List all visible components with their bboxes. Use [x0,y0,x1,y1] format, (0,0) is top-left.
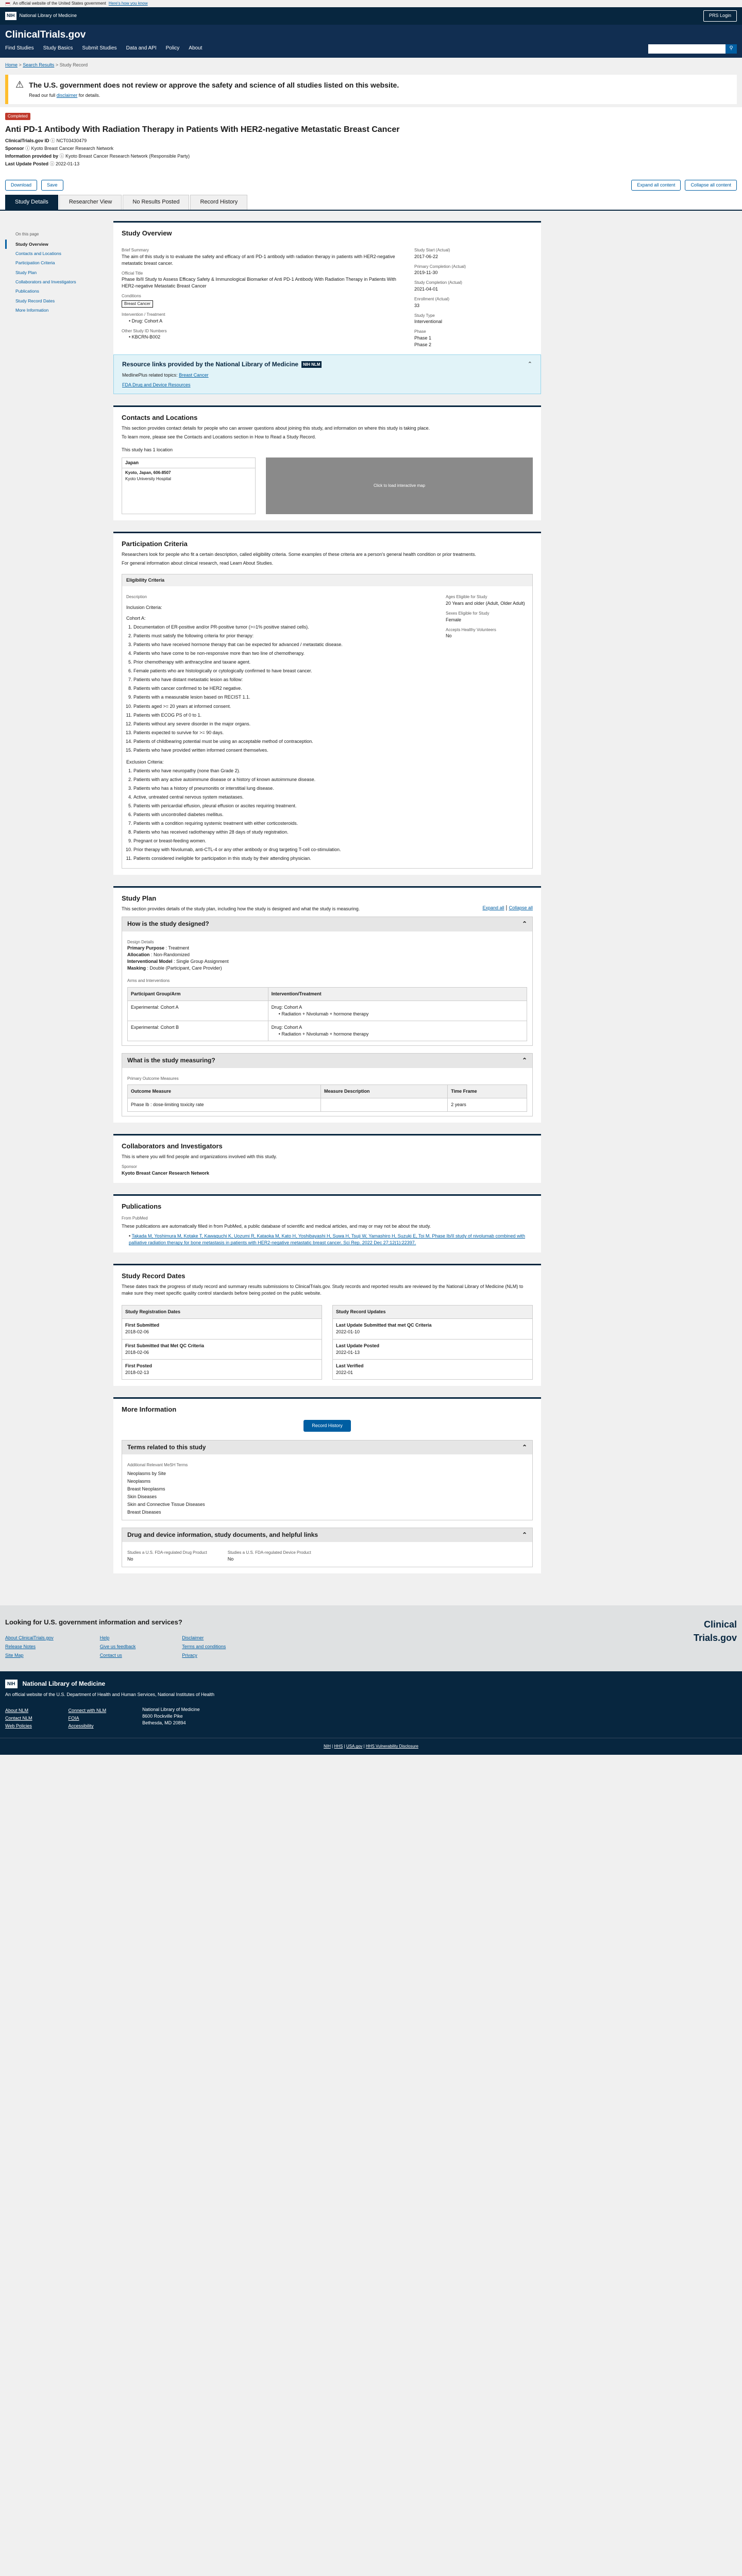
toc-title: On this page [15,232,39,237]
inclusion-list [126,624,446,754]
toc-item[interactable]: Study Record Dates [15,298,55,303]
alert-text: Read our full disclaimer for details. [29,92,100,98]
label: Studies a U.S. FDA-regulated Drug Product [127,1550,207,1555]
toc-item[interactable]: Study Overview [5,240,98,249]
section-title: Collaborators and Investigators [122,1142,223,1150]
study-completion: 2021-04-01 [414,286,439,292]
terms-box [122,1440,533,1520]
healthy-volunteers: No [446,633,452,639]
footer-link[interactable]: HHS Vulnerability Disclosure [365,1744,418,1749]
footer-link[interactable]: Release Notes [5,1643,36,1649]
section-sub: Researchers look for people who fit a certain description, called eligibility criteria. Some examples of these criteria are a person's general health condition or prior treatments. [122,552,477,557]
section-sub: This section provides contact details for people who can answer questions about joining this study, and information on where this study is taking place. [122,426,430,431]
table-row: Experimental: Cohort A Drug: Cohort A • Radiation + Nivolumab + hormone therapy [128,1001,527,1021]
list-item: 7. Patients who have distant metastatic lesion as follow: [133,676,446,683]
nlm-footer [0,1671,742,1738]
footer-brand: Clinical Trials.gov [693,1619,737,1643]
table-header: Time Frame [448,1085,527,1098]
intervention: • Drug: Cohort A [129,318,163,324]
site-header [0,25,742,58]
tab-no-results[interactable]: No Results Posted [123,195,189,210]
label: Primary Completion (Actual) [414,264,466,269]
label: Conditions [122,294,141,299]
tab-record-history[interactable]: Record History [190,195,247,210]
phase: Phase 2 [414,342,432,347]
fda-link[interactable]: FDA Drug and Device Resources [122,382,191,388]
medlineplus-row: MedlinePlus related topics: Breast Cancer [122,372,209,378]
list-item: 13. Patients expected to survive for >= 90 days. [133,730,446,736]
design-box [122,917,533,1046]
location-count: This study has 1 location [122,447,173,453]
footer [0,1605,742,1671]
outcome-table [127,1084,527,1112]
label: Study Start (Actual) [414,248,450,253]
list-item: 8. Patients who has received radiotherapy within 28 days of study registration. [133,829,446,836]
section-more: To learn more, please see the Contacts and Locations section in How to Read a Study Record. [122,434,316,440]
nlm-sub: National Library of Medicine [19,13,77,19]
table-row: Last Update Posted 2022-01-13 [333,1339,533,1359]
footer-link[interactable]: NIH [324,1744,331,1749]
tab-researcher-view[interactable]: Researcher View [59,195,122,210]
nlm-sub: An official website of the U.S. Department of Health and Human Services, National Institutes of Health [5,1692,215,1698]
list-item: 11. Patients considered ineligible for participation in this study by their attending physician. [133,855,446,862]
list-item: 2. Patients must satisfy the following criteria for prior therapy: [133,633,446,639]
section-title: Participation Criteria [122,540,188,548]
download-button[interactable]: Download [5,180,37,191]
toc-item[interactable]: Collaborators and Investigators [15,279,76,285]
table-row: First Submitted that Met QC Criteria 2018-02-06 [122,1339,322,1359]
dates-card [113,1264,541,1385]
exclusion-title: Exclusion Criteria: [126,759,164,765]
label: Studies a U.S. FDA-regulated Device Product [227,1550,311,1555]
contacts-card [113,405,541,520]
location-list [122,457,256,514]
label: Primary Outcome Measures [127,1076,179,1081]
label: Enrollment (Actual) [414,297,450,301]
section-title: Publications [122,1202,162,1210]
footer-link[interactable]: Terms and conditions [182,1643,226,1649]
disclaimer-alert [5,75,737,104]
list-item: 9. Patients with a measurable lesion based on RECIST 1.1. [133,694,446,701]
section-sub: These dates track the progress of study record and summary results submissions to ClinicalTrials.gov. Study records and reported results are reviewed by the National Library of Medicine (NLM) to make sure they meet specific quality control standards before being posted on the public website. [122,1284,524,1296]
device-value: No [227,1556,234,1562]
study-sponsor: Sponsor ⓘ Kyoto Breast Cancer Research Network [5,146,114,151]
drug-value: No [127,1556,133,1562]
list-item: 6. Patients with uncontrolled diabetes mellitus. [133,811,446,818]
toc-item[interactable]: Contacts and Locations [15,251,61,257]
list-item: Breast Diseases [127,1509,161,1515]
footer-link[interactable]: Contact us [99,1652,122,1658]
study-overview-card [113,221,541,394]
list-item: 9. Pregnant or breast-feeding women. [133,838,446,844]
section-title: Study Overview [122,229,172,238]
nav-policy[interactable]: Policy [165,45,180,52]
model: Interventional Model : Single Group Assignment [127,959,229,964]
list-item: 1. Patients who have neuropathy (none than Grade 2). [133,768,446,774]
search-icon[interactable]: ⚲ [726,44,737,54]
study-type: Interventional [414,319,443,325]
more-info-card [113,1397,541,1573]
content [113,221,541,1585]
brief-summary: The aim of this study is to evaluate the safety and efficacy of anti PD-1 antibody with radiation therapy in patients with HER2-negative metastatic breast cancer. [122,253,395,266]
ages: 20 Years and older (Adult, Older Adult) [446,601,525,606]
masking: Masking : Double (Participant, Care Provider) [127,965,222,971]
table-row: Experimental: Cohort B Drug: Cohort A • Radiation + Nivolumab + hormone therapy [128,1021,527,1041]
breadcrumb-current: Study Record [59,62,88,67]
table-row: First Posted 2018-02-13 [122,1359,322,1379]
allocation: Allocation : Non-Randomized [127,952,190,958]
bottom-bar: NIH | HHS | USA.gov | HHS Vulnerability Disclosure [0,1738,742,1755]
list-item: Breast Neoplasms [127,1486,165,1492]
footer-link[interactable]: Accessibility [68,1723,94,1729]
nav-about[interactable]: About [189,45,203,52]
drug-box [122,1528,533,1567]
section-sub: This is where you will find people and organizations involved with this study. [122,1154,277,1160]
eligibility-box [122,574,533,869]
site-title[interactable]: ClinicalTrials.gov [5,29,86,40]
footer-link[interactable]: Disclaimer [182,1635,204,1640]
eligibility-title: Eligibility Criteria [122,574,532,586]
study-id: ClinicalTrials.gov ID ⓘ NCT03430479 [5,138,87,144]
primary-completion: 2019-11-30 [414,270,438,276]
study-info: Information provided by ⓘ Kyoto Breast Cancer Research Network (Responsible Party) [5,154,190,159]
footer-link[interactable]: Connect with NLM [68,1708,107,1714]
table-row: Last Verified 2022-01 [333,1359,533,1379]
study-plan-card: Study Plan This section provides details of the study plan, including how the study is designed and what the study is measuring. Expand all | Collapse all How is the study designed? ⌃ Design Details Primary Purpose : Treatment Allocation : Non-Randomized Interventional Model : Single Group Assignment Masking : Double (Participant, Care Provider) Arms and Interventions Participant Group/Arm Intervention/Treatment Experimental: Cohort A Drug: Cohort A • Radiation + Nivolumab + hormone therapy Experimental: Cohort B Drug: Cohort A • Radiation + Nivolumab + hormone therapy What is the study measuring? ⌃ Primary Outcome Measures Outcome Measure Measure Description Time Frame Phase Ib : dose-limiting toxicity rate 2 years [113,886,541,1123]
chevron-up-icon[interactable]: ⌃ [521,1057,527,1064]
footer-link[interactable]: About NLM [5,1708,29,1714]
section-title: Study Plan [122,894,157,903]
disclaimer-link[interactable]: disclaimer [56,92,78,98]
label: Ages Eligible for Study [446,595,487,600]
list-item: 3. Patients who has a history of pneumonitis or interstitial lung disease. [133,785,446,792]
label: Sexes Eligible for Study [446,611,490,616]
us-flag-icon [5,2,10,6]
purpose: Primary Purpose : Treatment [127,945,190,951]
label: Study Type [414,313,435,318]
registration-table [122,1305,322,1379]
table-header: Study Record Updates [333,1306,533,1319]
footer-title: Looking for U.S. government information and services? [5,1618,182,1626]
breadcrumb-search[interactable]: Search Results [23,62,55,67]
toc-item[interactable]: Study Plan [15,269,37,275]
search-input[interactable] [648,44,726,54]
main [0,211,742,1585]
arms-table [127,987,527,1041]
nih-logo-icon: NIH [5,12,16,20]
publication: • Takada M, Yoshimura M, Kotake T, Kawaguchi K, Uozumi R, Kataoka M, Kato H, Yoshibayashi H, Suwa H, Tsuji W, Yamashiro H, Suzuki E, Toi M. Phase Ib/II study of nivolumab combined with palliative radiation therapy for bone metastasis in patients with HER2-negative metastatic breast cancer. Sci Rep. 2022 Dec 27;12(1):22397. [129,1233,526,1246]
section-title: Study Record Dates [122,1272,185,1280]
warning-icon: ⚠ [15,79,24,90]
list-item: 5. Prior chemotherapy with anthracycline and taxane agent. [133,659,446,666]
label: Intervention / Treatment [122,312,165,317]
section-title: Contacts and Locations [122,414,198,422]
breadcrumb: Home > Search Results > Study Record [5,62,88,67]
prs-login-button[interactable]: PRS Login [703,10,737,21]
list-item: 3. Patients who have received hormone therapy that can be expected for advanced / metastatic disease. [133,641,446,648]
list-item: 10. Patients aged >= 20 years at informed consent. [133,703,446,710]
toc-item[interactable]: More Information [15,308,49,313]
list-item: 15. Patients who have provided written informed consent themselves. [133,747,446,754]
toc-item[interactable]: Participation Criteria [15,260,55,266]
terms-title: Terms related to this study [127,1443,206,1451]
status-badge: Completed [5,113,30,120]
table-row: Phase Ib : dose-limiting toxicity rate 2 years [128,1098,527,1112]
label: Sponsor [122,1164,137,1170]
label: Description [126,595,147,600]
nav-find-studies[interactable]: Find Studies [5,45,34,52]
toc-item[interactable]: Publications [15,289,39,294]
list-item: Skin and Connective Tissue Diseases [127,1501,205,1507]
label: Official Title [122,270,143,276]
list-item: Neoplasms [127,1478,151,1484]
phase: Phase 1 [414,335,432,341]
label: Brief Summary [122,248,149,253]
section-title: More Information [122,1405,177,1413]
drug-title: Drug and device information, study documents, and helpful links [127,1531,318,1538]
tab-study-details[interactable]: Study Details [5,195,58,210]
table-row: First Submitted 2018-02-06 [122,1319,322,1339]
list-item: 10. Prior therapy with Nivolumab, anti-CTL-4 or any other antibody or drug targeting T-cell co-stimulation. [133,846,446,853]
label: Other Study ID Numbers [122,328,167,333]
list-item: 6. Female patients who are histologically or cytologically confirmed to have breast cancer. [133,668,446,674]
terms-list [127,1470,527,1516]
label: Additional Relevant MeSH Terms [127,1463,188,1467]
topic-link[interactable]: Breast Cancer [179,372,209,378]
label: Study Completion (Actual) [414,280,462,285]
list-item: 12. Patients without any severe disorder in the major organs. [133,721,446,727]
list-item: 5. Patients with pericardial effusion, pleural effusion or ascites requiring treatment. [133,803,446,809]
alert-title: The U.S. government does not review or approve the safety and science of all studies listed on this website. [29,80,399,89]
table-header: Study Registration Dates [122,1306,322,1319]
label: Arms and Interventions [127,978,170,984]
gov-banner-text: An official website of the United States government [13,1,106,6]
collapse-all-link[interactable]: Collapse all [509,905,533,910]
sponsor: Kyoto Breast Cancer Research Network [122,1170,210,1176]
footer-link[interactable]: FOIA [68,1716,79,1721]
chevron-up-icon[interactable]: ⌃ [527,361,532,367]
list-item: 7. Patients with a condition requiring systemic treatment with either corticosteroids. [133,820,446,827]
label: Accepts Healthy Volunteers [446,627,496,632]
list-item: 8. Patients with cancer confirmed to be HER2 negative. [133,685,446,692]
nlm-title: Resource links provided by the National Library of Medicine NIH NLM [122,360,322,369]
study-header [0,107,742,173]
design-title: How is the study designed? [127,920,209,928]
nih-logo-icon: NIH [5,1680,18,1688]
chevron-up-icon[interactable]: ⌃ [521,1443,527,1451]
gov-banner [0,0,742,7]
expand-all-button[interactable]: Expand all content [631,180,681,191]
list-item: 4. Active, untreated central nervous system metastases. [133,794,446,801]
address: 8600 Rockville Pike [142,1714,183,1719]
gov-banner-link[interactable]: Here's how you know [108,1,148,6]
nav-submit-studies[interactable]: Submit Studies [82,45,117,52]
toolbar [0,173,742,195]
chevron-up-icon[interactable]: ⌃ [521,1531,527,1538]
measure-box [122,1053,533,1116]
collapse-all-button[interactable]: Collapse all content [685,180,737,191]
list-item: Neoplasms by Site [127,1470,166,1476]
study-start: 2017-06-22 [414,253,439,259]
footer-link[interactable]: Contact NLM [5,1716,32,1721]
footer-link[interactable]: About ClinicalTrials.gov [5,1635,54,1640]
enrollment: 33 [414,302,420,308]
measure-title: What is the study measuring? [127,1057,215,1064]
list-item: 2. Patients with any active autoimmune disease or a history of known autoimmune disease. [133,776,446,783]
label: Design Details [127,939,154,944]
table-header: Intervention/Treatment [268,988,527,1001]
breadcrumb-home[interactable]: Home [5,62,18,67]
condition-tag[interactable]: Breast Cancer [122,300,153,308]
updates-table [332,1305,533,1379]
table-row: Last Update Submitted that met QC Criteria 2022-01-10 [333,1319,533,1339]
nlm-name: National Library of Medicine [22,1680,106,1687]
map[interactable]: Click to load interactive map [266,457,533,514]
list-item: 11. Patients with ECOG PS of 0 to 1. [133,712,446,719]
footer-link[interactable]: Web Policies [5,1723,32,1729]
save-button[interactable]: Save [41,180,63,191]
footer-link[interactable]: Privacy [182,1652,197,1658]
section-sub: These publications are automatically filled in from PubMed, a public database of scientific and medical articles, and may or may not be about the study. [122,1224,431,1229]
publications-card [113,1194,541,1253]
sex: Female [446,617,462,622]
address: National Library of Medicine [142,1707,200,1713]
list-item: 14. Patients of childbearing potential must be using an acceptable method of contraception. [133,738,446,745]
record-history-button[interactable]: Record History [303,1420,351,1432]
exclusion-list [126,768,446,862]
list-item[interactable]: Kyoto, Japan, 606-8507 Kyoto University Hospital [125,470,171,482]
nav-study-basics[interactable]: Study Basics [43,45,73,52]
label: From PubMed [122,1215,148,1221]
tab-bar [0,195,742,211]
study-title: Anti PD-1 Antibody With Radiation Therapy in Patients With HER2-negative Metastatic Breast Cancer [5,125,400,134]
list-item: Skin Diseases [127,1494,157,1499]
site-search [648,44,737,54]
footer-link[interactable]: HHS [334,1744,343,1749]
nlm-resource-box [113,354,541,394]
table-header: Participant Group/Arm [128,988,268,1001]
study-update: Last Update Posted ⓘ 2022-01-13 [5,161,80,167]
official-title: Phase Ib/II Study to Assess Efficacy Safety & Immunological Biomarker of Anti PD-1 Antibody With Radiation Therapy in Patients With HER2-negative Metastatic Breast Cancer [122,277,396,289]
footer-link[interactable]: Site Map [5,1652,24,1658]
country: Japan [122,458,255,468]
cohort-title: Cohort A: [126,616,146,621]
inclusion-title: Inclusion Criteria: [126,605,162,611]
criteria-card [113,532,541,875]
chevron-up-icon[interactable]: ⌃ [521,920,527,928]
nlm-bar [0,7,742,25]
section-more: For general information about clinical research, read Learn About Studies. [122,561,274,566]
footer-link[interactable]: USA.gov [346,1744,363,1749]
nlm-logo-icon: NIH NLM [301,361,322,368]
nlm-logo[interactable] [5,12,77,20]
label: Phase [414,329,426,334]
section-sub: This section provides details of the study plan, including how the study is designed and what the study is measuring. [122,906,360,912]
collaborators-card [113,1134,541,1183]
expand-all-link[interactable]: Expand all [482,905,504,910]
table-header: Measure Description [321,1085,447,1098]
address: Bethesda, MD 20894 [142,1720,186,1726]
footer-link[interactable]: Help [99,1635,110,1640]
toc [5,221,98,1585]
footer-link[interactable]: Give us feedback [99,1643,136,1649]
site-nav [5,44,737,54]
table-header: Outcome Measure [128,1085,321,1098]
other-id: • KBCRN-B002 [129,334,161,340]
list-item: 4. Patients who have come to be non-responsive more than two line of chemotherapy. [133,650,446,657]
nav-data-api[interactable]: Data and API [126,45,157,52]
list-item: 1. Documentation of ER-positive and/or PR-positive tumor (>=1% positive stained cells). [133,624,446,631]
